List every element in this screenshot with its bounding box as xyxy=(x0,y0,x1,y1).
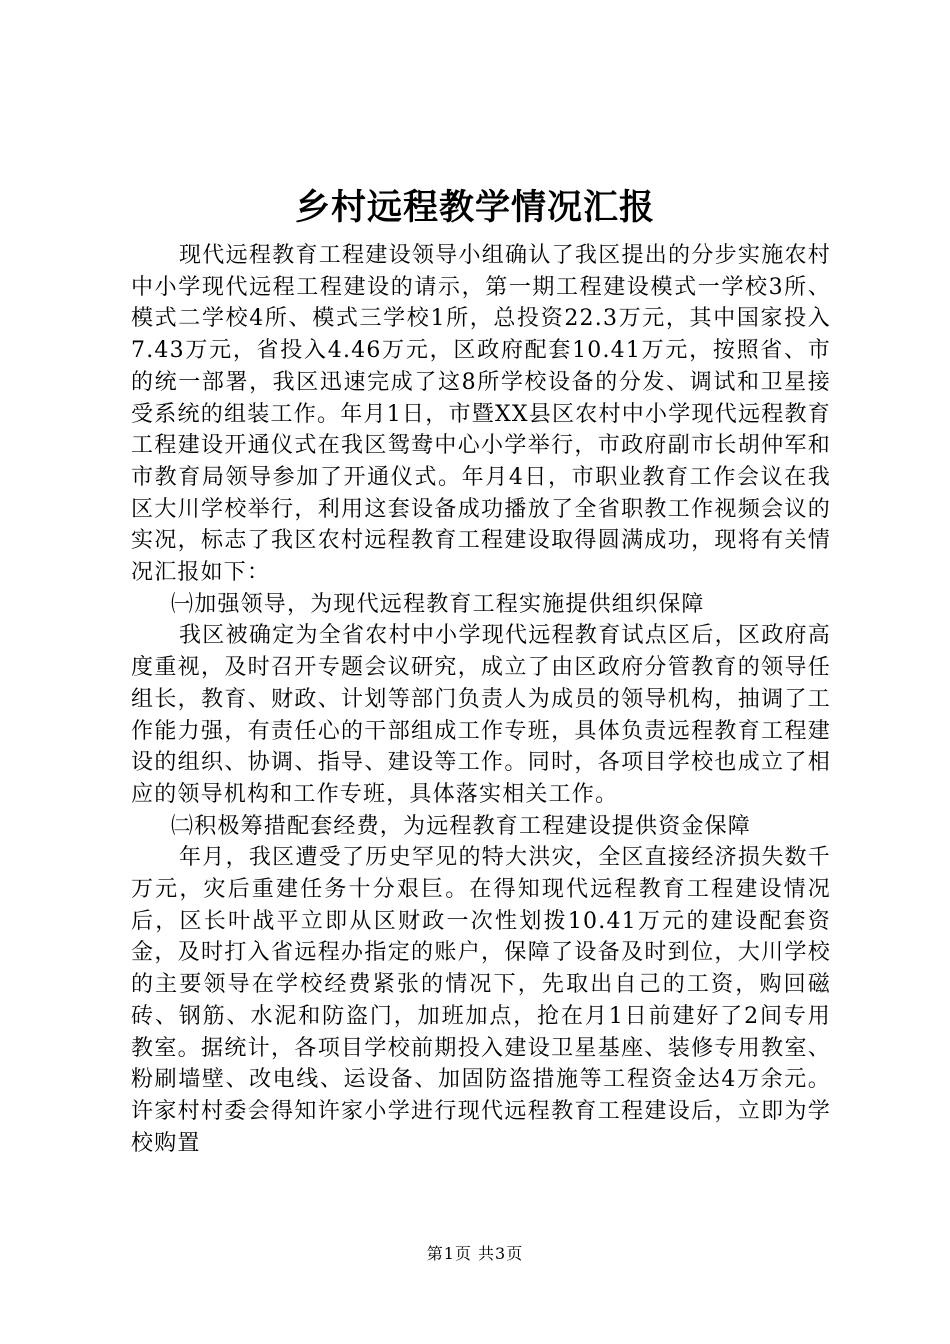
section-1-paragraph: 我区被确定为全省农村中小学现代远程教育试点区后，区政府高度重视，及时召开专题会议研究，成立了由区政府分管教育的领导任组长，教育、财政、计划等部门负责人为成员的领导机构，抽调了工作能力强，有责任心的干部组成工作专班，具体负责远程教育工程建设的组织、协调、指导、建设等工作。同时，各项目学校也成立了相应的领导机构和工作专班，具体落实相关工作。 xyxy=(131,623,831,807)
intro-paragraph: 现代远程教育工程建设领导小组确认了我区提出的分步实施农村中小学现代远程工程建设的请示，第一期工程建设模式一学校3所、模式二学校4所、模式三学校1所，总投资22.3万元，其中国家投入7.43万元，省投入4.46万元，区政府配套10.41万元，按照省、市的统一部署，我区迅速完成了这8所学校设备的分发、调试和卫星接受系统的组装工作。年月1日，市暨XX县区农村中小学现代远程教育工程建设开通仪式在我区鸳鸯中心小学举行，市政府副市长胡仲军和市教育局领导参加了开通仪式。年月4日，市职业教育工作会议在我区大川学校举行，利用这套设备成功播放了全省职教工作视频会议的实况，标志了我区农村远程教育工程建设取得圆满成功，现将有关情况汇报如下： xyxy=(131,243,831,586)
document-title: 乡村远程教学情况汇报 xyxy=(294,187,655,228)
section-heading-1: ㈠加强领导，为现代远程教育工程实施提供组织保障 xyxy=(171,591,705,617)
page-footer: 第1页 共3页 xyxy=(426,1244,524,1263)
section-2-paragraph: 年月，我区遭受了历史罕见的特大洪灾，全区直接经济损失数千万元，灾后重建任务十分艰巨。在得知现代远程教育工程建设情况后，区长叶战平立即从区财政一次性划拨10.41万元的建设配套资金，及时打入省远程办指定的账户，保障了设备及时到位，大川学校的主要领导在学校经费紧张的情况下，先取出自己的工资，购回磁砖、钢筋、水泥和防盗门，加班加点，抢在月1日前建好了2间专用教室。据统计，各项目学校前期投入建设卫星基座、装修专用教室、粉刷墙壁、改电线、运设备、加固防盗措施等工程资金达4万余元。许家村村委会得知许家小学进行现代远程教育工程建设后，立即为学校购置 xyxy=(131,845,831,1156)
document-body xyxy=(131,240,831,1159)
section-heading-2: ㈡积极筹措配套经费，为远程教育工程建设提供资金保障 xyxy=(171,813,752,839)
